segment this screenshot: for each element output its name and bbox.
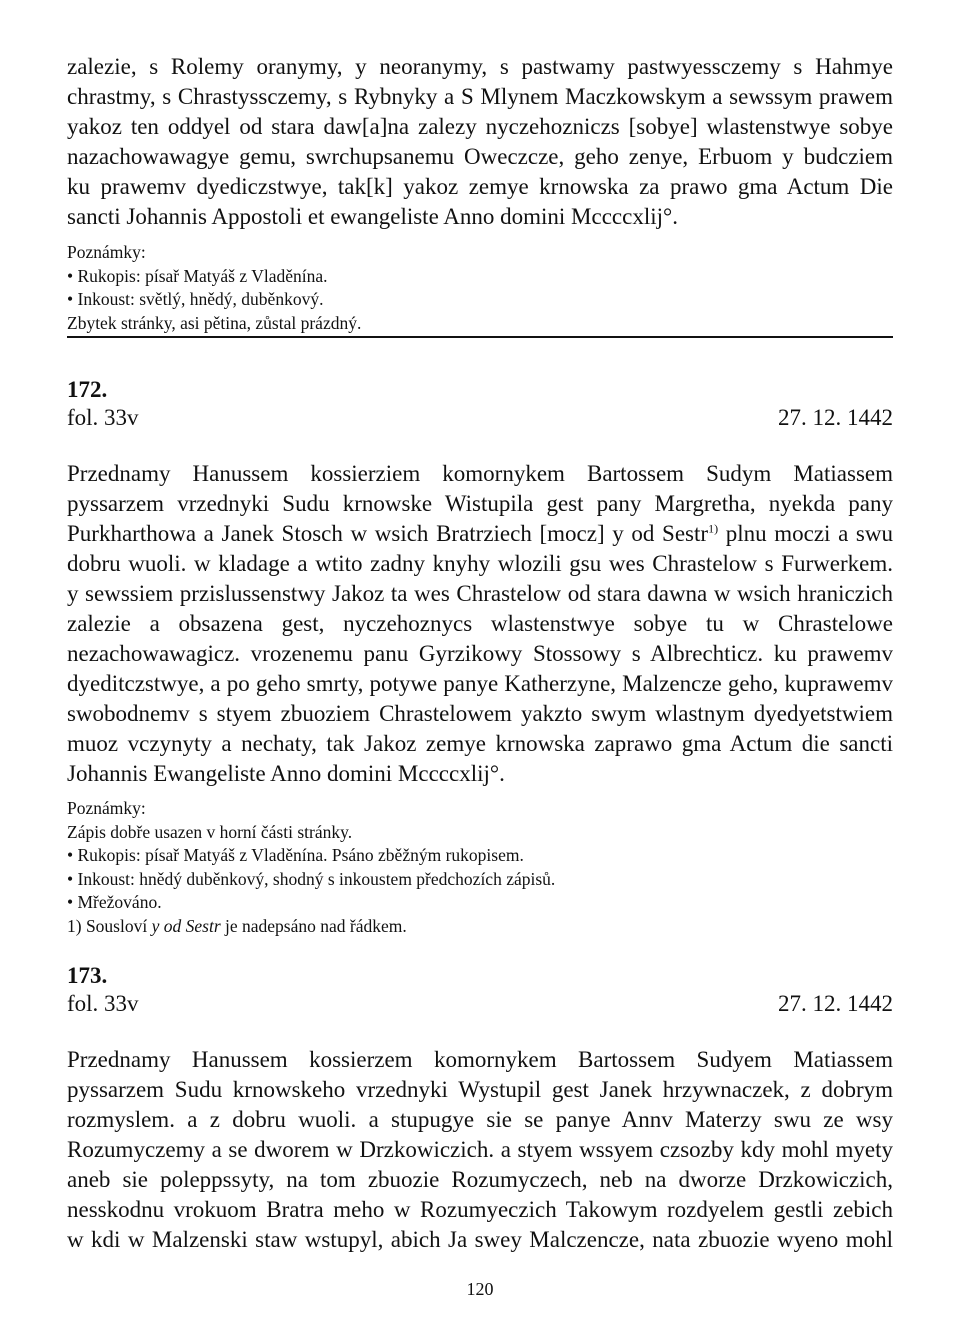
footnote-italic: y od Sestr bbox=[151, 915, 221, 936]
footnote-text: 1) Sousloví bbox=[67, 915, 152, 936]
text-line: aneb sie poleppssyty, na tom zbuozie Rozumyczech, neb na dworze Drzkowiczich, bbox=[67, 1167, 893, 1192]
folio-reference: fol. 33v bbox=[67, 991, 139, 1016]
text-line: muoz vczynyty a nechaty, tak Jakoz zemye krnowska zaprawo gma Actum die sancti bbox=[67, 731, 893, 756]
document-page bbox=[67, 52, 893, 1255]
entry-number: 172. bbox=[67, 377, 108, 402]
footnote bbox=[67, 915, 893, 939]
text-line: zalezie a obsazena gest, nyczehoznycs wlastenstwye sobye tu w Chrastelowe bbox=[67, 611, 893, 636]
notes-heading: Poznámky: bbox=[67, 798, 146, 818]
page-number: 120 bbox=[466, 1279, 494, 1299]
folio-reference: fol. 33v bbox=[67, 405, 139, 430]
entry-172 bbox=[67, 376, 893, 938]
text-line: pyssarzem vrzednyki Sudu krnowske Wistupila gest pany Margretha, nyekda pany bbox=[67, 491, 893, 516]
footnote-text: je nadepsáno nad řádkem. bbox=[220, 915, 407, 936]
text-line: w kdi w Malzenski staw wstupyl, abich Ja swey Malczencze, nata zbuozie wyeno mohl bbox=[67, 1227, 893, 1252]
text-line: nesskodnu vrokuom Bratra meho w Rozumyeczich Takowym rozdyelem gestli zebich bbox=[67, 1197, 893, 1222]
text-line: yakoz ten oddyel od stara daw[a]na zalezy nyczehozniczs [sobye] wlastenstwye sobye bbox=[67, 114, 893, 139]
note-item: • Rukopis: písař Matyáš z Vladěnína. bbox=[67, 265, 328, 286]
text-line: Przednamy Hanussem kossierzem komornykem Bartossem Sudyem Matiassem bbox=[67, 1047, 893, 1072]
text-line: Johannis Ewangeliste Anno domini Mccccxlij°. bbox=[67, 761, 505, 786]
notes-heading: Poznámky: bbox=[67, 242, 146, 262]
text-line: rozmyslem. a z dobru wuoli. a stupugye sie se panye Annv Materzy swu ze wsy bbox=[67, 1107, 893, 1132]
note-item: Zbytek stránky, asi pětina, zůstal prázdný. bbox=[67, 312, 362, 333]
entry-meta bbox=[67, 404, 893, 432]
text-line: sancti Johannis Appostoli et ewangeliste Anno domini Mccccxlij°. bbox=[67, 204, 678, 229]
note-item: Zápis dobře usazen v horní části stránky. bbox=[67, 821, 353, 842]
intro-notes bbox=[67, 241, 893, 335]
text-line: nazachowawagye gemu, swrchupsanemu Oweczcze, geho zenye, Erbuom y budcziem bbox=[67, 144, 893, 169]
section-divider bbox=[67, 336, 893, 338]
text-line: ku prawemv dyediczstwye, tak[k] yakoz zemye krnowska za prawo gma Actum Die bbox=[67, 174, 893, 199]
text-line: pyssarzem Sudu krnowskeho vrzednyki Wystupil gest Janek hrzywnaczek, z dobrym bbox=[67, 1077, 893, 1102]
text-line bbox=[67, 519, 893, 549]
entry-date: 27. 12. 1442 bbox=[778, 991, 893, 1016]
intro-text bbox=[67, 52, 893, 232]
text-line: y sewssiem przislussenstwy Jakoz ta wes Chrastelow od stara dawna w wsich hraniczich bbox=[67, 581, 893, 606]
text-line: dyeditczstwye, a po geho smrty, potywe panye Katherzyne, Malzencze geho, kuprawemv bbox=[67, 671, 893, 696]
entry-text bbox=[67, 1045, 893, 1255]
entry-number: 173. bbox=[67, 963, 108, 988]
text-line: dobru wuoli. w kladage a wtito zadny knyhy wlozili gsu wes Chrastelow s Furwerkem. bbox=[67, 551, 893, 576]
text-line: chrastmy, s Chrastyssczemy, s Rybnyky a S Mlynem Maczkowskym a sewssym prawem bbox=[67, 84, 893, 109]
entry-text bbox=[67, 459, 893, 789]
text-segment: plnu moczi a swu bbox=[718, 521, 893, 546]
entry-meta bbox=[67, 990, 893, 1018]
text-line: zalezie, s Rolemy oranymy, y neoranymy, s pastwamy pastwyessczemy s Hahmye bbox=[67, 54, 893, 79]
text-line: swobodnemv s styem zbuoziem Chrastelowem yakzto swym wlastnym dyedyetstwiem bbox=[67, 701, 893, 726]
note-item: • Rukopis: písař Matyáš z Vladěnína. Psáno zběžným rukopisem. bbox=[67, 845, 524, 865]
note-item: • Mřežováno. bbox=[67, 892, 162, 912]
text-segment: Purkharthowa a Janek Stosch w wsich Bratrziech [mocz] y od Sestr bbox=[67, 521, 709, 546]
text-line: Rozumyczemy a se dworem w Drzkowiczich. a styem wssyem czsozby kdy mohl myety bbox=[67, 1137, 893, 1162]
note-item: • Inkoust: světlý, hnědý, duběnkový. bbox=[67, 289, 324, 309]
text-line: nezachowawagicz. vrozenemu panu Gyrzikowy Stossowy s Albrechticz. ku prawemv bbox=[67, 641, 893, 666]
entry-notes bbox=[67, 797, 893, 938]
entry-date: 27. 12. 1442 bbox=[778, 405, 893, 430]
text-line: Przednamy Hanussem kossierziem komornykem Bartossem Sudym Matiassem bbox=[67, 461, 893, 486]
entry-173 bbox=[67, 962, 893, 1255]
note-item: • Inkoust: hnědý duběnkový, shodný s inkoustem předchozích zápisů. bbox=[67, 868, 556, 889]
footnote-marker: 1) bbox=[708, 521, 719, 536]
